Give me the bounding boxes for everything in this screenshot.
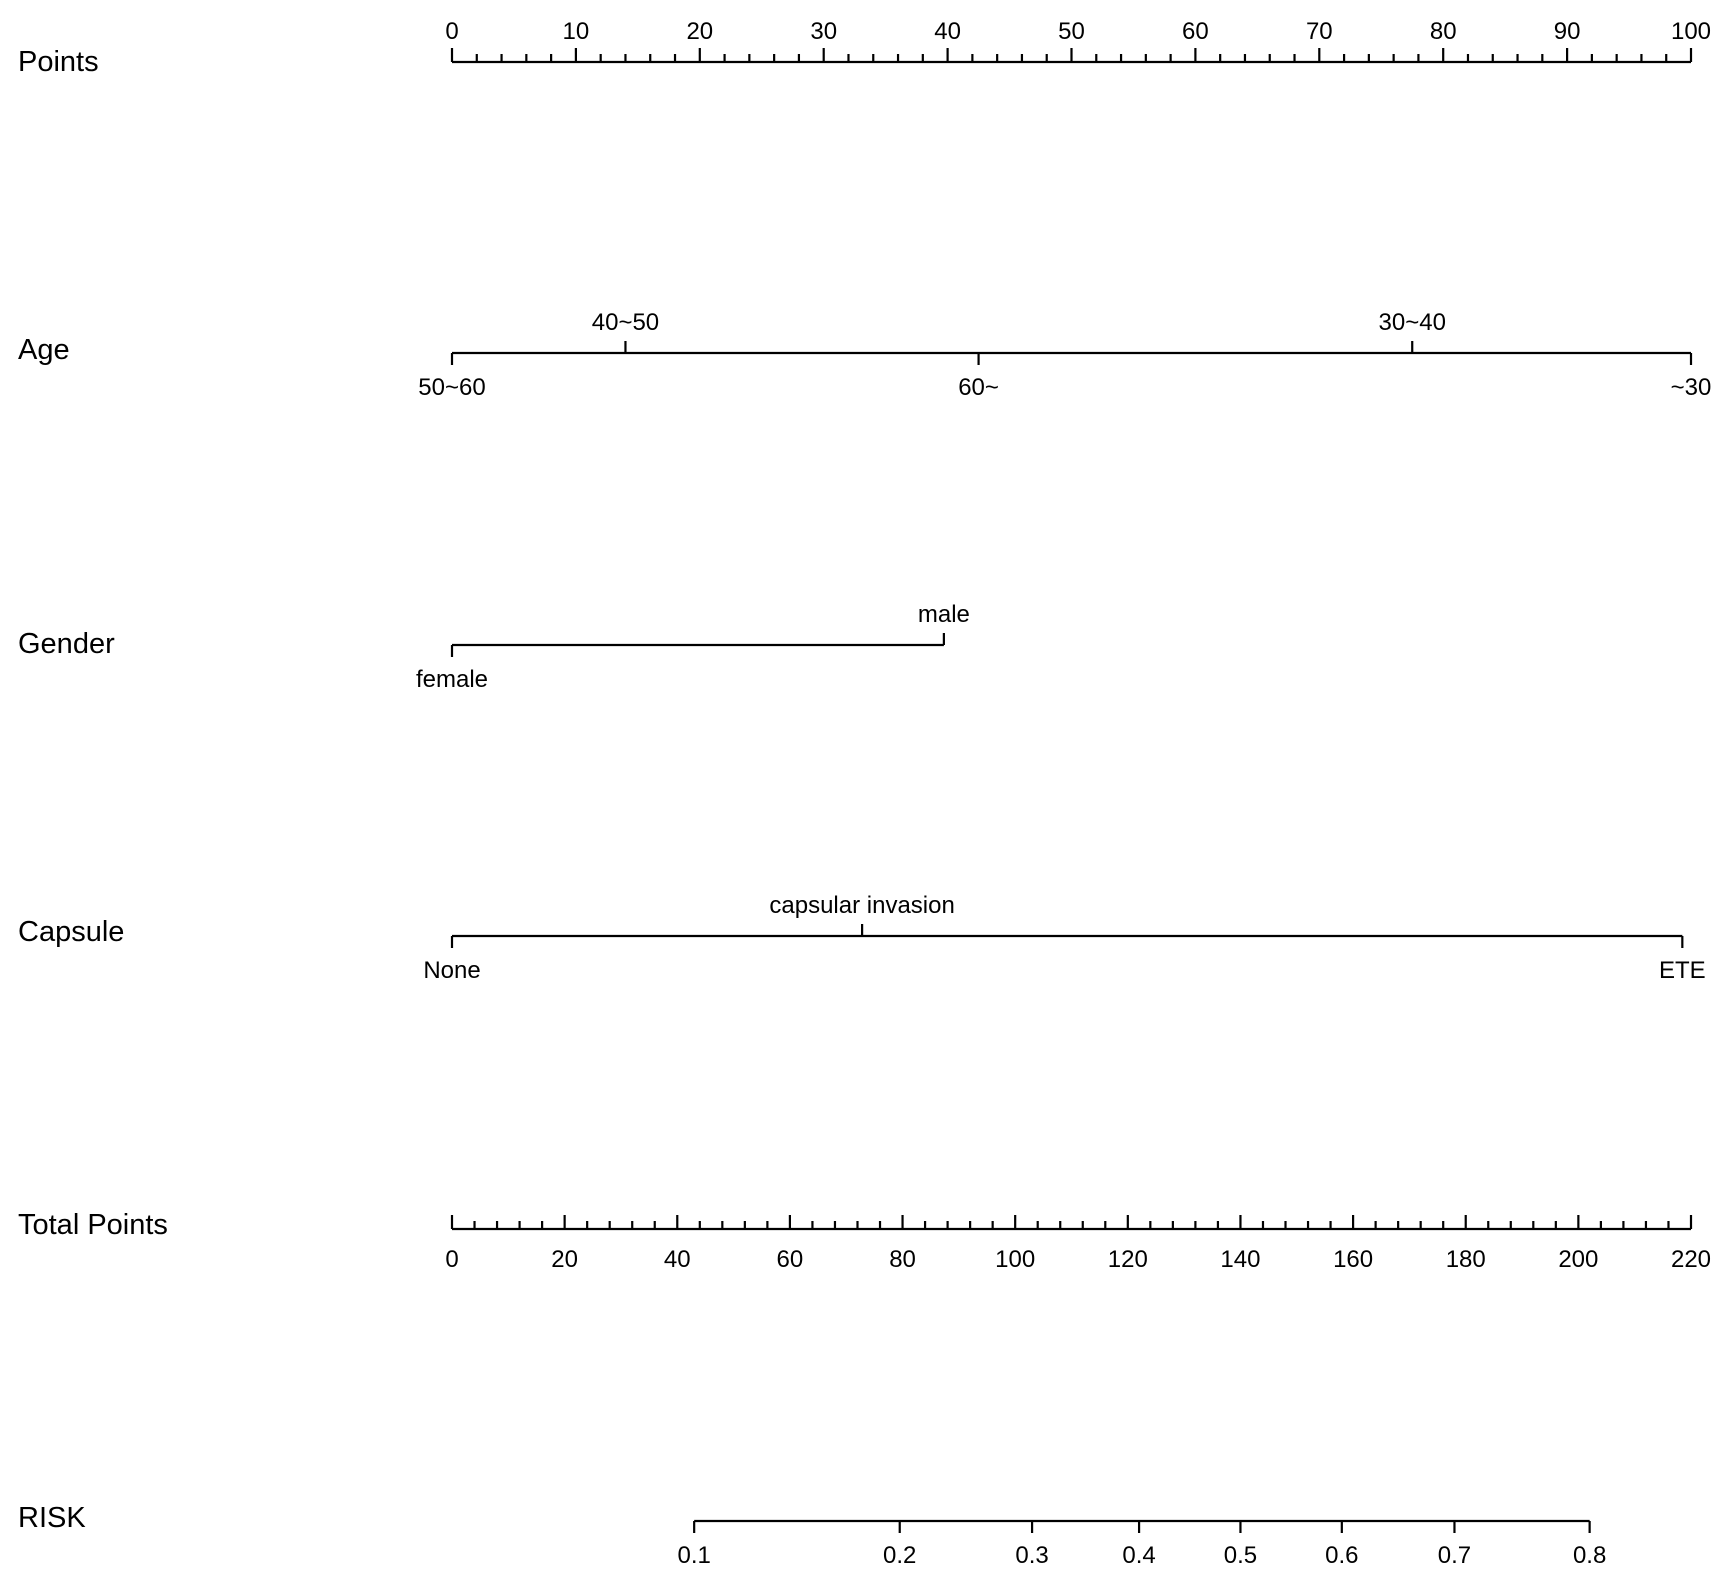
total-points-tick-label: 20 xyxy=(551,1246,578,1273)
row-label-total-points: Total Points xyxy=(18,1209,168,1241)
total-points-tick-label: 100 xyxy=(995,1246,1036,1273)
row-label-age: Age xyxy=(18,334,70,366)
row-label-gender: Gender xyxy=(18,628,115,660)
points-tick-label: 70 xyxy=(1305,18,1333,45)
capsule-level-label: None xyxy=(423,957,481,984)
total-points-tick-label: 80 xyxy=(889,1246,916,1273)
row-label-points: Points xyxy=(18,46,99,78)
risk-tick-label: 0.7 xyxy=(1437,1542,1472,1569)
gender-level-label: male xyxy=(917,601,970,628)
age-level-label: 40~50 xyxy=(591,309,660,336)
row-label-capsule: Capsule xyxy=(18,916,125,948)
capsule-level-label: capsular invasion xyxy=(769,892,955,919)
points-tick-label: 20 xyxy=(686,18,714,45)
points-tick-label: 80 xyxy=(1429,18,1457,45)
points-tick-label: 60 xyxy=(1182,18,1209,45)
total-points-tick-label: 160 xyxy=(1333,1246,1374,1273)
total-points-scale xyxy=(445,1215,1711,1273)
points-tick-label: 0 xyxy=(445,18,459,45)
gender-scale xyxy=(416,601,970,693)
total-points-tick-label: 180 xyxy=(1445,1246,1486,1273)
points-tick-label: 10 xyxy=(562,18,590,45)
risk-tick-label: 0.8 xyxy=(1572,1542,1607,1569)
risk-scale xyxy=(677,1521,1606,1569)
capsule-scale xyxy=(423,892,1705,984)
risk-tick-label: 0.3 xyxy=(1015,1542,1049,1569)
age-scale xyxy=(418,309,1711,401)
age-level-label: ~30 xyxy=(1670,374,1712,401)
capsule-level-label: ETE xyxy=(1658,957,1706,984)
age-level-label: 30~40 xyxy=(1378,309,1446,336)
age-level-label: 60~ xyxy=(958,374,999,401)
risk-tick-label: 0.1 xyxy=(677,1542,711,1569)
risk-tick-label: 0.4 xyxy=(1122,1542,1156,1569)
risk-tick-label: 0.6 xyxy=(1325,1542,1359,1569)
total-points-tick-label: 120 xyxy=(1107,1246,1148,1273)
total-points-tick-label: 140 xyxy=(1220,1246,1261,1273)
total-points-tick-label: 60 xyxy=(776,1246,804,1273)
total-points-tick-label: 220 xyxy=(1670,1246,1712,1273)
risk-tick-label: 0.5 xyxy=(1223,1542,1258,1569)
points-scale xyxy=(445,18,1711,62)
total-points-tick-label: 0 xyxy=(445,1246,459,1273)
row-label-risk: RISK xyxy=(18,1502,86,1534)
points-tick-label: 40 xyxy=(934,18,961,45)
points-tick-label: 100 xyxy=(1670,18,1712,45)
points-tick-label: 50 xyxy=(1058,18,1085,45)
points-tick-label: 30 xyxy=(810,18,838,45)
total-points-tick-label: 40 xyxy=(663,1246,691,1273)
gender-level-label: female xyxy=(415,666,489,693)
points-tick-label: 90 xyxy=(1553,18,1581,45)
age-level-label: 50~60 xyxy=(418,374,486,401)
total-points-tick-label: 200 xyxy=(1558,1246,1599,1273)
risk-tick-label: 0.2 xyxy=(883,1542,917,1569)
